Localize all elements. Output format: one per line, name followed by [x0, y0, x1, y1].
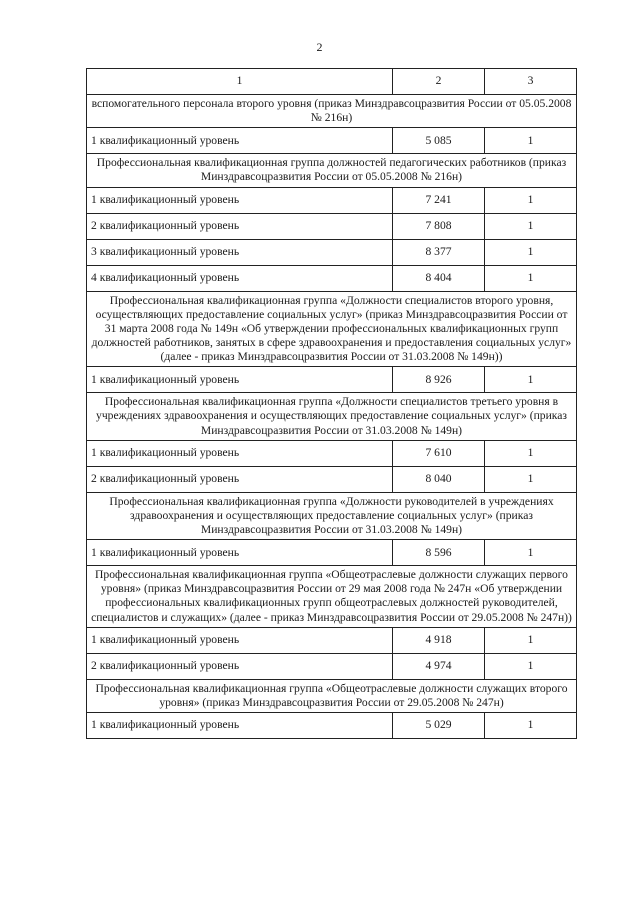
- coefficient-value: 1: [485, 466, 577, 492]
- group-title: Профессиональная квалификационная группа «Должности специалистов второго уровня, осуществляющих предоставление социальных услуг» (приказ Минздравсоцразвития России от 31 марта 2008 года № 149н «Об утверждении профессиональных квалификационных групп должностей работников, занятых в сфере здравоохранения и предоставления социальных услуг» (далее - приказ Минздравсоцразвития России от 31.03.2008 № 149н)): [87, 291, 577, 367]
- table-row: [87, 440, 577, 466]
- group-title: Профессиональная квалификационная группа «Должности руководителей в учреждениях здравоохранения и осуществляющих предоставление социальных услуг» (приказ Минздравсоцразвития России от 31.03.2008 № 149н): [87, 492, 577, 539]
- coefficient-value: 1: [485, 128, 577, 154]
- table-row: [87, 627, 577, 653]
- salary-value: 8 926: [393, 367, 485, 393]
- qualification-level: 1 квалификационный уровень: [87, 128, 393, 154]
- table-row: [87, 367, 577, 393]
- qualification-level: 1 квалификационный уровень: [87, 627, 393, 653]
- salary-table: [86, 68, 577, 739]
- qualification-level: 1 квалификационный уровень: [87, 712, 393, 738]
- group-title: Профессиональная квалификационная группа «Общеотраслевые должности служащих первого уровня» (приказ Минздравсоцразвития России от 29 мая 2008 года № 247н «Об утверждении профессиональных квалификационных групп общеотраслевых должностей руководителей, специалистов и служащих» (далее - приказ Минздравсоцразвития России от 29.05.2008 № 247н)): [87, 566, 577, 628]
- qualification-level: 1 квалификационный уровень: [87, 440, 393, 466]
- header-col-3: 3: [485, 69, 577, 95]
- qualification-level: 2 квалификационный уровень: [87, 213, 393, 239]
- coefficient-value: 1: [485, 540, 577, 566]
- salary-value: 8 596: [393, 540, 485, 566]
- coefficient-value: 1: [485, 239, 577, 265]
- salary-value: 8 404: [393, 265, 485, 291]
- coefficient-value: 1: [485, 712, 577, 738]
- qualification-level: 3 квалификационный уровень: [87, 239, 393, 265]
- group-title-row: [87, 95, 577, 128]
- group-title-row: [87, 679, 577, 712]
- salary-table-body: [87, 69, 577, 739]
- group-title-row: [87, 492, 577, 539]
- group-title-row: [87, 566, 577, 628]
- qualification-level: 2 квалификационный уровень: [87, 466, 393, 492]
- salary-value: 8 377: [393, 239, 485, 265]
- coefficient-value: 1: [485, 367, 577, 393]
- table-row: [87, 653, 577, 679]
- table-row: [87, 213, 577, 239]
- salary-value: 7 808: [393, 213, 485, 239]
- salary-value: 5 085: [393, 128, 485, 154]
- table-row: [87, 712, 577, 738]
- table-row: [87, 187, 577, 213]
- header-col-2: 2: [393, 69, 485, 95]
- group-title-row: [87, 291, 577, 367]
- group-title: вспомогательного персонала второго уровня (приказ Минздравсоцразвития России от 05.05.2008 № 216н): [87, 95, 577, 128]
- coefficient-value: 1: [485, 213, 577, 239]
- qualification-level: 1 квалификационный уровень: [87, 187, 393, 213]
- coefficient-value: 1: [485, 187, 577, 213]
- salary-value: 4 974: [393, 653, 485, 679]
- group-title: Профессиональная квалификационная группа «Должности специалистов третьего уровня в учреждениях здравоохранения и осуществляющих предоставление социальных услуг» (приказ Минздравсоцразвития России от 31.03.2008 № 149н): [87, 393, 577, 440]
- qualification-level: 1 квалификационный уровень: [87, 367, 393, 393]
- coefficient-value: 1: [485, 653, 577, 679]
- coefficient-value: 1: [485, 627, 577, 653]
- group-title-row: [87, 154, 577, 187]
- table-row: [87, 265, 577, 291]
- header-row: [87, 69, 577, 95]
- salary-value: 8 040: [393, 466, 485, 492]
- group-title: Профессиональная квалификационная группа должностей педагогических работников (приказ Минздравсоцразвития России от 05.05.2008 № 216н): [87, 154, 577, 187]
- table-row: [87, 540, 577, 566]
- qualification-level: 1 квалификационный уровень: [87, 540, 393, 566]
- header-col-1: 1: [87, 69, 393, 95]
- coefficient-value: 1: [485, 440, 577, 466]
- salary-value: 5 029: [393, 712, 485, 738]
- group-title-row: [87, 393, 577, 440]
- salary-value: 7 241: [393, 187, 485, 213]
- salary-value: 4 918: [393, 627, 485, 653]
- qualification-level: 2 квалификационный уровень: [87, 653, 393, 679]
- salary-value: 7 610: [393, 440, 485, 466]
- page-number: 2: [316, 40, 323, 54]
- table-row: [87, 239, 577, 265]
- qualification-level: 4 квалификационный уровень: [87, 265, 393, 291]
- table-row: [87, 128, 577, 154]
- table-row: [87, 466, 577, 492]
- group-title: Профессиональная квалификационная группа «Общеотраслевые должности служащих второго уровня» (приказ Минздравсоцразвития России от 29.05.2008 № 247н): [87, 679, 577, 712]
- coefficient-value: 1: [485, 265, 577, 291]
